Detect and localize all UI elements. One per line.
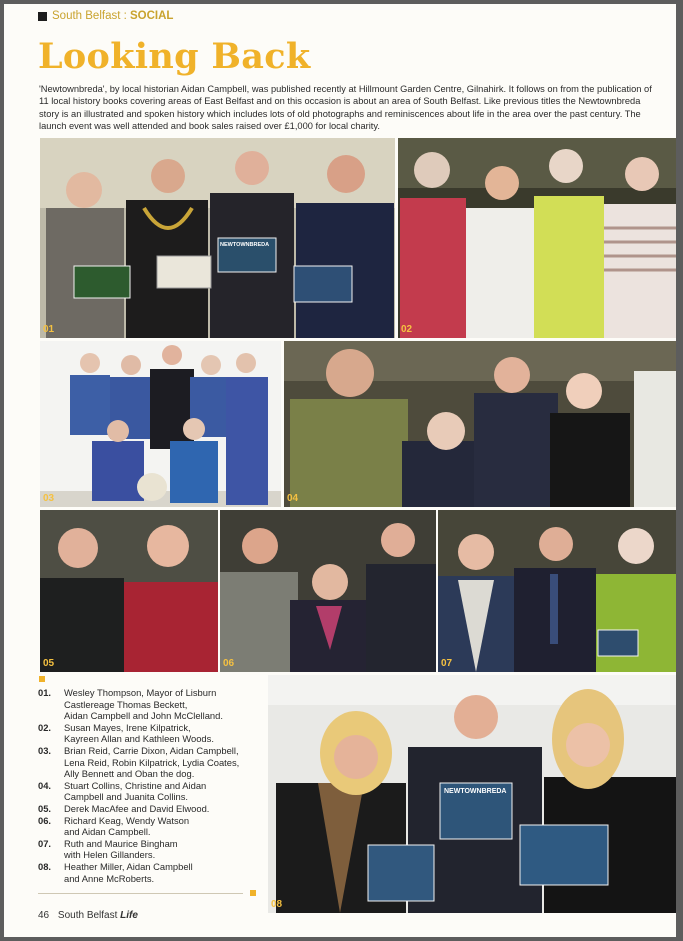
photo-03 — [40, 341, 281, 507]
photo-08-marker — [250, 890, 256, 896]
photo-08-book-title: NEWTOWNBREDA — [444, 788, 507, 795]
page-number: 46 — [38, 910, 50, 921]
caption-number: 06. — [38, 814, 52, 826]
caption-text: Ruth and Maurice Bingham with Helen Gillanders. — [64, 837, 178, 861]
caption-number: 01. — [38, 687, 52, 698]
caption-06 — [38, 815, 270, 838]
page-footer — [38, 910, 138, 921]
section-name: South Belfast — [52, 10, 121, 22]
caption-text: Wesley Thompson, Mayor of Lisburn Castlereage Thomas Beckett, Aidan Campbell and John McClelland. — [64, 687, 223, 722]
publication-name: South Belfast — [57, 910, 118, 921]
caption-text: Brian Reid, Carrie Dixon, Aidan Campbell, Lena Reid, Robin Kilpatrick, Lydia Coates, Ally Bennett and Oban the dog. — [64, 744, 240, 780]
photo-01-book-title: NEWTOWNBREDA — [220, 242, 270, 248]
photo-05 — [40, 510, 218, 672]
photo-06 — [220, 510, 436, 672]
magazine-page — [4, 4, 676, 937]
section-square-icon — [38, 12, 47, 21]
photo-05-image — [40, 510, 218, 672]
caption-number: 03. — [38, 744, 52, 756]
captions-divider — [38, 893, 243, 894]
photo-04-image — [284, 341, 676, 507]
caption-03 — [38, 745, 270, 780]
photo-08-image — [268, 675, 676, 913]
photo-captions — [38, 687, 270, 884]
photo-07 — [438, 510, 676, 672]
photo-03-number: 03 — [43, 493, 55, 504]
caption-05 — [38, 803, 270, 815]
photo-01-number: 01 — [43, 324, 55, 335]
caption-text: Susan Mayes, Irene Kilpatrick, Kayreen Allan and Kathleen Woods. — [64, 721, 214, 745]
section-separator: : — [120, 10, 130, 22]
captions-marker — [39, 676, 45, 682]
caption-number: 05. — [38, 802, 52, 814]
caption-02 — [38, 722, 270, 745]
caption-text: Heather Miller, Aidan Campbell and Anne McRoberts. — [64, 860, 193, 884]
photo-01 — [40, 138, 395, 338]
photo-08-number: 08 — [271, 899, 283, 910]
photo-03-image — [40, 341, 281, 507]
caption-text: Derek MacAfee and David Elwood. — [64, 802, 210, 814]
section-category: SOCIAL — [130, 10, 174, 22]
section-label — [38, 10, 173, 22]
photo-02-image — [398, 138, 676, 338]
caption-01 — [38, 687, 270, 722]
article-title: Looking Back — [38, 36, 311, 77]
caption-04 — [38, 780, 270, 803]
photo-07-number: 07 — [441, 658, 453, 669]
publication-suffix: Life — [120, 910, 138, 921]
photo-06-number: 06 — [223, 658, 235, 669]
photo-08 — [268, 675, 676, 913]
photo-06-image — [220, 510, 436, 672]
photo-05-number: 05 — [43, 658, 55, 669]
caption-text: Richard Keag, Wendy Watson and Aidan Campbell. — [64, 814, 190, 838]
article-intro: 'Newtownbreda', by local historian Aidan Campbell, was published recently at Hillmount Garden Centre, Gilnahirk. It follows on from the publication of 11 local history books covering areas of East Belfast and on this occasion is about an area of South Belfast. Like previous titles the Newtownbreda story is an illustrated and spoken history which includes lots of old photographs and reminiscences about life in the area over the past century. The launch event was well attended and book sales raised over £1,000 for local charity. — [39, 84, 652, 132]
caption-number: 04. — [38, 779, 52, 791]
caption-text: Stuart Collins, Christine and Aidan Campbell and Juanita Collins. — [64, 779, 207, 803]
caption-08 — [38, 861, 270, 884]
caption-number: 08. — [38, 860, 52, 872]
photo-02 — [398, 138, 676, 338]
photo-04-number: 04 — [287, 493, 299, 504]
caption-number: 07. — [38, 837, 52, 849]
caption-07 — [38, 838, 270, 861]
photo-07-image — [438, 510, 676, 672]
photo-02-number: 02 — [401, 324, 413, 335]
caption-number: 02. — [38, 721, 52, 733]
photo-04 — [284, 341, 676, 507]
photo-01-image — [40, 138, 395, 338]
